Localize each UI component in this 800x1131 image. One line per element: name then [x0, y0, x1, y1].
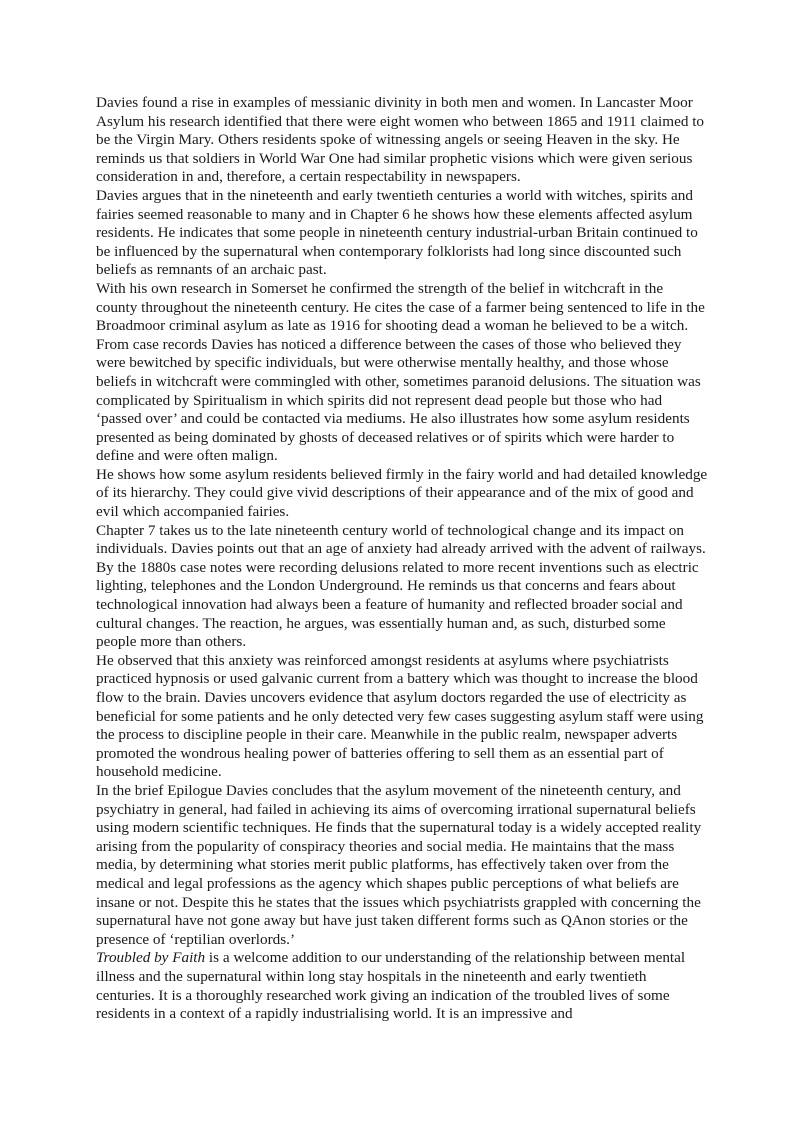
- paragraph-witches-spirits-fairies: Davies argues that in the nineteenth and early twentieth centuries a world with witches, spirits and fairies seemed reasonable to many and in Chapter 6 he shows how these elements affected asylum residents. He indicates that some people in nineteenth century industrial-urban Britain continued to be influenced by the supernatural when contemporary folklorists had long since discounted such beliefs as remnants of an archaic past.: [96, 186, 698, 279]
- paragraph-messianic-divinity: Davies found a rise in examples of messianic divinity in both men and women. In Lancaster Moor Asylum his research identified that there were eight women who between 1865 and 1911 claimed to be the Virgin Mary. Others residents spoke of witnessing angels or seeing Heaven in the sky. He reminds us that soldiers in World War One had similar prophetic visions which were given serious consideration in and, therefore, a certain respectability in newspapers.: [96, 94, 705, 186]
- book-title: Troubled by Faith: [96, 949, 206, 967]
- paragraph-hypnosis-electricity: He observed that this anxiety was reinforced amongst residents at asylums where psychiatrists practiced hypnosis or used galvanic current from a battery which was thought to increase the blood flow to the brain. Davies uncovers evidence that asylum doctors regarded the use of electricity as beneficial for some patients and he only detected very few cases suggesting asylum staff were using the process to discipline people in their care. Meanwhile in the public realm, newspaper adverts promoted the wondrous healing power of batteries offering to sell them as an essential part of household medicine.: [96, 651, 704, 781]
- paragraph-somerset-witchcraft: With his own research in Somerset he confirmed the strength of the belief in witchcraft in the county throughout the nineteenth century. He cites the case of a farmer being sentenced to life in the Broadmoor criminal asylum as late as 1916 for shooting dead a woman he believed to be a witch.: [96, 279, 705, 335]
- paragraph-epilogue: In the brief Epilogue Davies concludes that the asylum movement of the nineteenth century, and psychiatry in general, had failed in achieving its aims of overcoming irrational supernatural beliefs using modern scientific techniques. He finds that the supernatural today is a widely accepted reality arising from the popularity of conspiracy theories and social media. He maintains that the mass media, by determining what stories merit public platforms, has effectively taken over from the medical and legal professions as the agency which shapes public perceptions of what beliefs are insane or not. Despite this he states that the issues which psychiatrists grappled with concerning the supernatural have not gone away but have just taken different forms such as QAnon stories or the presence of ‘reptilian overlords.’: [96, 781, 702, 948]
- paragraph-chapter-7: Chapter 7 takes us to the late nineteenth century world of technological change and its impact on individuals. Davies points out that an age of anxiety had already arrived with the advent of railways. By the 1880s case notes were recording delusions related to more recent inventions such as electric lighting, telephones and the London Underground. He reminds us that concerns and fears about technological innovation had always been a feature of humanity and reflected broader social and cultural changes. The reaction, he argues, was essentially human and, as such, disturbed some people more than others.: [96, 521, 706, 651]
- paragraph-conclusion: [96, 949, 708, 1023]
- document-page: [96, 94, 708, 1024]
- paragraph-fairy-world: He shows how some asylum residents believed firmly in the fairy world and had detailed knowledge of its hierarchy. They could give vivid descriptions of their appearance and of the mix of good and evil which accompanied fairies.: [96, 465, 708, 521]
- paragraph-case-records: From case records Davies has noticed a difference between the cases of those who believed they were bewitched by specific individuals, but were otherwise mentally healthy, and those whose beliefs in witchcraft were commingled with other, sometimes paranoid delusions. The situation was complicated by Spiritualism in which spirits did not represent dead people but those who had ‘passed over’ and could be contacted via mediums. He also illustrates how some asylum residents presented as being dominated by ghosts of deceased relatives or of spirits which were harder to define and were often malign.: [96, 335, 701, 465]
- conclusion-text: is a welcome addition to our understanding of the relationship between mental illness and the supernatural within long stay hospitals in the nineteenth and early twentieth centuries. It is a thoroughly researched work giving an indication of the troubled lives of some residents in a context of a rapidly industrialising world. It is an impressive and: [96, 949, 686, 1023]
